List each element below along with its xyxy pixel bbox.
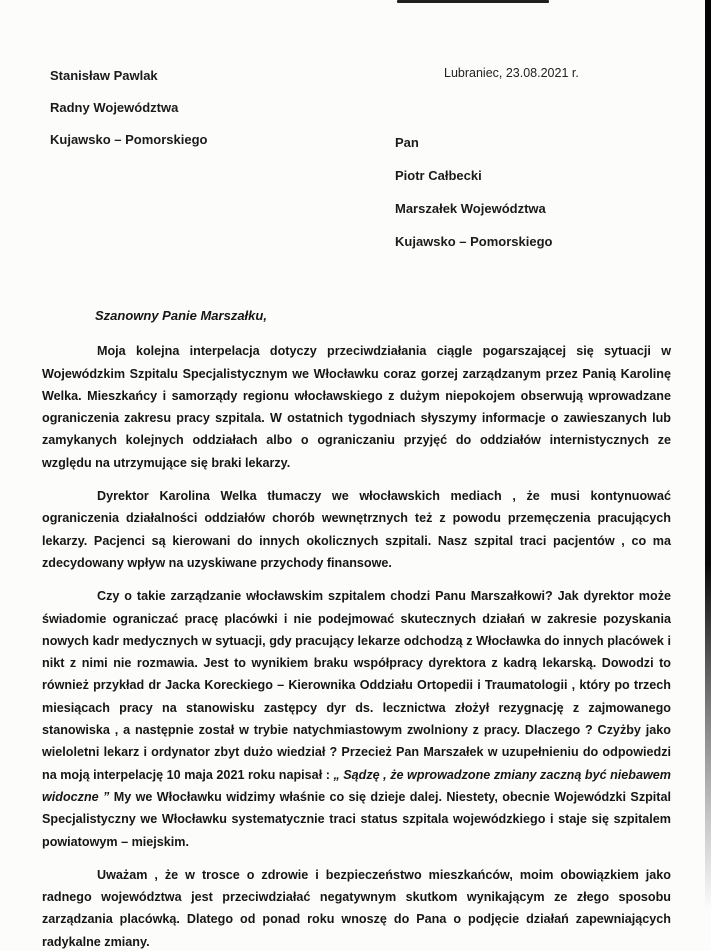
paragraph-3 xyxy=(42,585,671,853)
sender-name: Stanisław Pawlak xyxy=(50,68,158,83)
sender-block xyxy=(50,60,208,156)
paragraph-3-text: Czy o takie zarządzanie włocławskim szpitalem chodzi Panu Marszałkowi? Jak dyrektor może świadomie ograniczać pracę placówki i nie podejmować skutecznych działań w zakresie pozyskania nowych kadr medycznych w sytuacji, gdy pracujący lekarze odchodzą z Włocławka do innych placówek i nikt z nimi nie rozmawia. Jest to wynikiem braku współpracy dyrektora z kadrą lekarską. Dowodzi to również przykład dr Jacka Koreckiego – Kierownika Oddziału Ortopedii i Traumatologii , który po trzech miesiącach pracy na stanowisku zastępcy dyr ds. lecznictwa złożył rezygnację z zajmowanego stanowiska , a następnie został w trybie natychmiastowym zwolniony z pracy. Dlaczego ? Czyżby jako wieloletni lekarz i ordynator zbyt dużo wiedział ? Przecież Pan Marszałek w uzupełnieniu do odpowiedzi na moją interpelację 10 maja 2021 roku napisał : xyxy=(42,589,671,782)
paragraph-3-continuation: My we Włocławku widzimy właśnie co się dzieje dalej. Niestety, obecnie Wojewódzki Szpital Specjalistyczny we Włocławku systematycznie traci status szpitala wojewódzkiego i staje się szpitalem powiatowym – miejskim. xyxy=(42,789,672,849)
paragraph-4: Uważam , że w trosce o zdrowie i bezpieczeństwo mieszkańców, moim obowiązkiem jako radnego województwa jest przeciwdziałać negatywnym skutkom wynikającym ze złego sposobu zarządzania placówką. Dlatego od ponad roku wnoszę do Pana o podjęcie działań zapewniających radykalne zmiany. xyxy=(42,867,671,949)
recipient-block xyxy=(395,126,553,258)
recipient-title: Marszałek Województwa xyxy=(395,201,546,216)
quoted-marshal-response: „ Sądzę , że wprowadzone zmiany zaczną być niebawem widoczne ” xyxy=(42,767,671,804)
paragraph-1: Moja kolejna interpelacja dotyczy przeciwdziałania ciągle pogarszającej się sytuacji w Wojewódzkim Szpitalu Specjalistycznym we Włocławku coraz gorzej zarządzanym przez Panią Karolinę Welka. Mieszkańcy i samorządy regionu włocławskiego z dużym niepokojem obserwują wprowadzane ograniczenia zakresu pracy szpitala. W ostatnich tygodniach słyszymy informacje o zawieszanych lub zamykanych kolejnych oddziałach albo o ograniczaniu przyjęć do oddziałów internistycznych ze względu na utrzymujące się braki lekarzy. xyxy=(42,344,671,470)
sender-title: Radny Województwa xyxy=(50,100,179,115)
scan-artifact-top-streak xyxy=(397,0,549,3)
greeting: Szanowny Panie Marszałku, xyxy=(95,308,267,323)
letter-body xyxy=(42,305,671,951)
recipient-name: Piotr Całbecki xyxy=(395,168,482,183)
sender-region: Kujawsko – Pomorskiego xyxy=(50,132,208,147)
recipient-salutation: Pan xyxy=(395,135,419,150)
paragraph-2: Dyrektor Karolina Welka tłumaczy we włocławskich mediach , że musi kontynuować ograniczenia działalności oddziałów chorób wewnętrznych też z powodu przemęczenia pracujących lekarzy. Pacjenci są kierowani do innych okolicznych szpitali. Nasz szpital traci pacjentów , co ma zdecydowany wpływ na uzyskiwane przychody finansowe. xyxy=(42,489,671,570)
scan-artifact-right-edge xyxy=(705,0,711,910)
recipient-region: Kujawsko – Pomorskiego xyxy=(395,234,553,249)
dateline: Lubraniec, 23.08.2021 r. xyxy=(444,66,579,80)
